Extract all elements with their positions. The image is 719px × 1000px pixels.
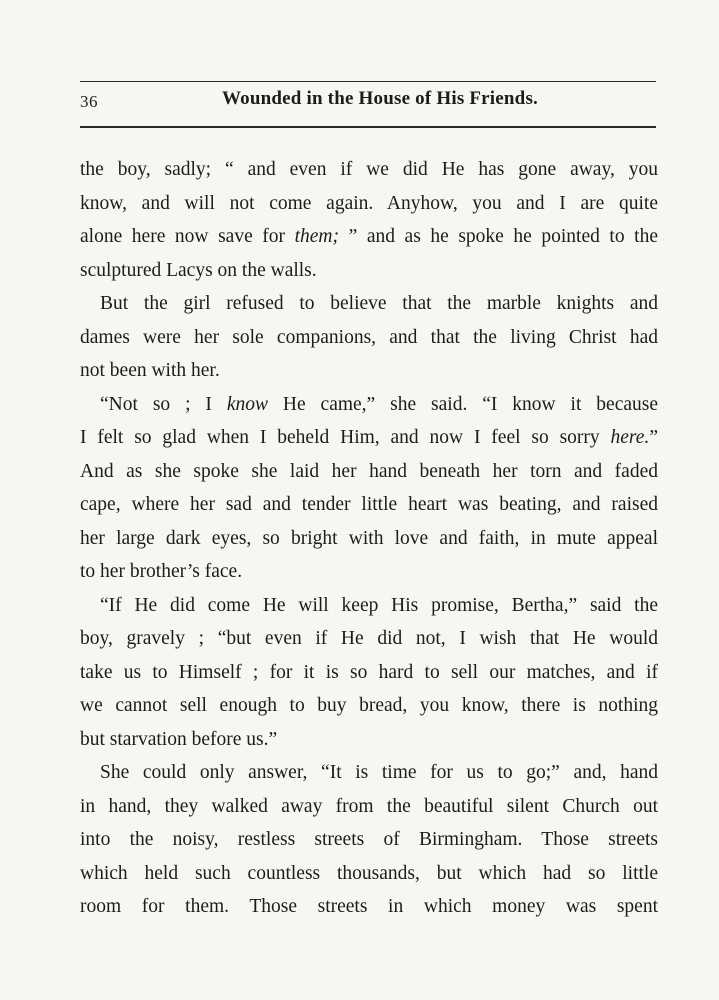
text-line: but starvation before us.” <box>80 728 278 750</box>
running-head: Wounded in the House of His Friends. <box>221 88 538 109</box>
text-line: to her brother’s face. <box>80 561 243 582</box>
text-line: we cannot sell enough to buy bread, you know, there is nothing <box>80 695 658 716</box>
body-text <box>80 153 658 924</box>
text-line: know, and will not come again. Anyhow, you and I are quite <box>80 192 658 214</box>
text-line: “If He did come He will keep His promise, Bertha,” said the <box>100 594 658 616</box>
text-line: “Not so ; I know He came,” she said. “I know it because <box>100 393 658 415</box>
header-bottom-rule <box>80 126 656 128</box>
text-line: She could only answer, “It is time for us to go;” and, hand <box>100 762 658 783</box>
text-line: in hand, they walked away from the beautiful silent Church out <box>80 795 658 817</box>
text-line: the boy, sadly; “ and even if we did He has gone away, you <box>80 159 658 180</box>
text-line: not been with her. <box>80 360 220 381</box>
text-line: And as she spoke she laid her hand beneath her torn and faded <box>80 460 658 482</box>
text-line: dames were her sole companions, and that the living Christ had <box>80 326 658 348</box>
text-line: take us to Himself ; for it is so hard to sell our matches, and if <box>80 661 658 683</box>
header-top-rule <box>80 81 656 82</box>
text-line: But the girl refused to believe that the marble knights and <box>100 293 658 314</box>
text-line: room for them. Those streets in which money was spent <box>80 896 658 917</box>
text-line: sculptured Lacys on the walls. <box>80 259 317 281</box>
text-line: boy, gravely ; “but even if He did not, I wish that He would <box>80 628 658 649</box>
text-line: which held such countless thousands, but which had so little <box>80 862 658 884</box>
text-line: cape, where her sad and tender little heart was beating, and raised <box>80 494 658 515</box>
page-number: 36 <box>80 92 98 111</box>
text-line: alone here now save for them; ” and as he spoke he pointed to the <box>80 226 658 247</box>
text-line: I felt so glad when I beheld Him, and now I feel so sorry here.” <box>80 427 658 448</box>
text-line: her large dark eyes, so bright with love and faith, in mute appeal <box>80 527 658 549</box>
text-line: into the noisy, restless streets of Birmingham. Those streets <box>80 829 658 850</box>
